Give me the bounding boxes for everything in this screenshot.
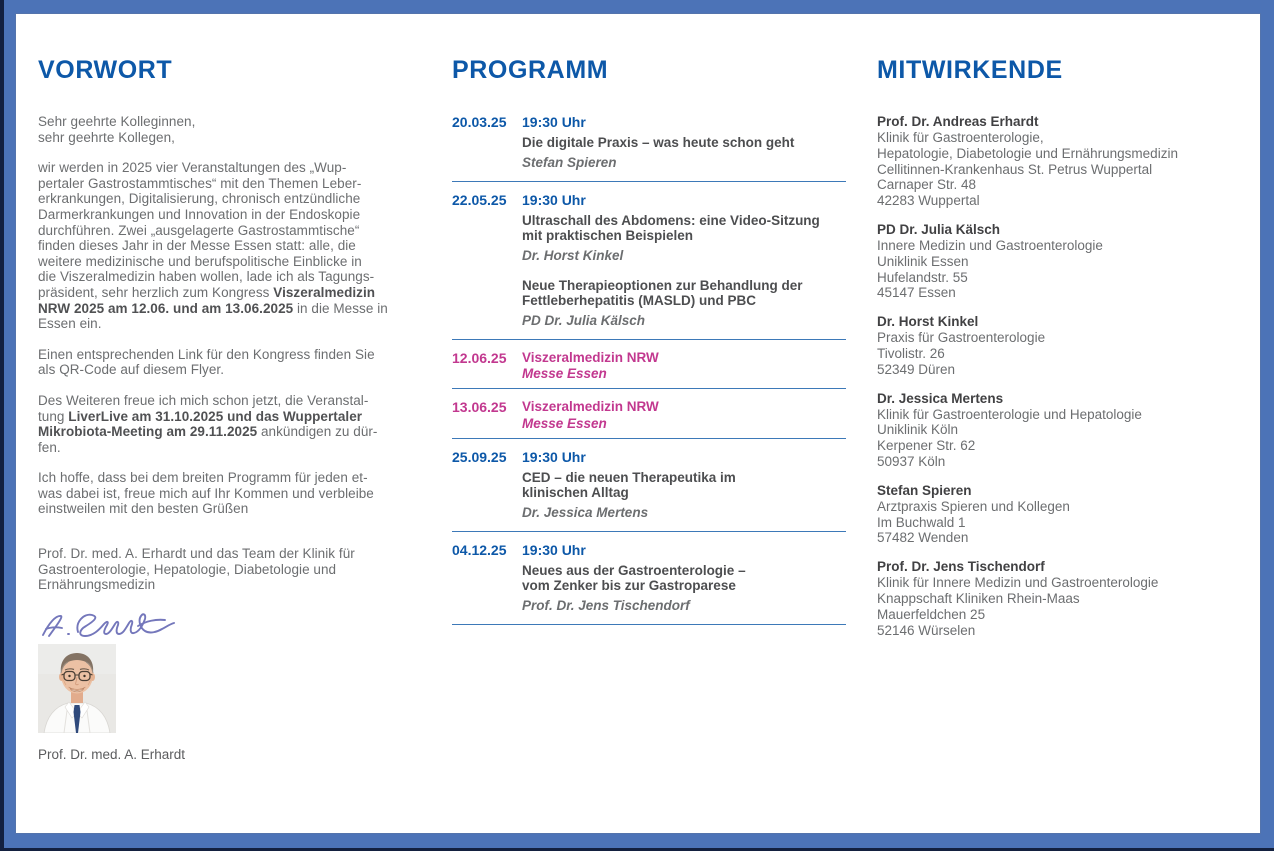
entry-divider bbox=[452, 531, 846, 532]
program-entries bbox=[452, 114, 846, 625]
program-talk-title: Ultraschall des Abdomens: eine Video-Sitzung mit praktischen Beispielen bbox=[522, 212, 820, 243]
program-time: 19:30 Uhr bbox=[522, 541, 586, 558]
person-address-line: Im Buchwald 1 bbox=[877, 514, 966, 530]
portrait-illustration bbox=[38, 644, 116, 733]
program-date: 25.09.25 bbox=[452, 448, 507, 465]
vorwort-paragraph: Des Weiteren freue ich mich schon jetzt, die Veranstal- tung LiverLive am 31.10.2025 und das Wuppertaler Mikrobiota-Meeting am 29.11.2025 ankündigen zu dür- fen. bbox=[38, 392, 378, 455]
person-address-line: Innere Medizin und Gastroenterologie bbox=[877, 237, 1103, 253]
program-time: 19:30 Uhr bbox=[522, 191, 586, 208]
flyer-sheet bbox=[16, 14, 1260, 833]
program-speaker: Prof. Dr. Jens Tischendorf bbox=[522, 597, 690, 613]
person-block bbox=[877, 314, 1249, 377]
vorwort-paragraph: Ich hoffe, dass bei dem breiten Programm für jeden et- was dabei ist, freue mich auf Ihr Kommen und verbleibe einstweilen mit den besten Grüßen bbox=[38, 470, 374, 517]
entry-divider bbox=[452, 339, 846, 340]
program-speaker: Messe Essen bbox=[522, 415, 607, 431]
person-name: PD Dr. Julia Kälsch bbox=[877, 221, 1001, 237]
program-speaker: Messe Essen bbox=[522, 366, 607, 381]
person-address-line: 52146 Würselen bbox=[877, 622, 976, 638]
person-address-line: Klinik für Innere Medizin und Gastroenterologie bbox=[877, 575, 1159, 591]
program-talks bbox=[522, 542, 846, 614]
program-talk-title: Viszeralmedizin NRW bbox=[522, 349, 659, 365]
program-entry bbox=[452, 449, 846, 531]
program-date: 13.06.25 bbox=[452, 399, 507, 415]
program-talk-title: Neue Therapieoptionen zur Behandlung der Fettleberhepatitis (MASLD) und PBC bbox=[522, 277, 803, 308]
person-address-line: Klinik für Gastroenterologie, bbox=[877, 130, 1044, 145]
page-edge-left bbox=[0, 0, 4, 851]
person-block bbox=[877, 483, 1249, 546]
program-date: 20.03.25 bbox=[452, 114, 507, 130]
program-talk-title: Neues aus der Gastroenterologie – vom Zenker bis zur Gastroparese bbox=[522, 562, 746, 593]
program-talks bbox=[522, 114, 846, 171]
photo-caption: Prof. Dr. med. A. Erhardt bbox=[38, 746, 186, 762]
person-address-line: Mauerfeldchen 25 bbox=[877, 606, 986, 622]
program-talk bbox=[522, 192, 846, 264]
person-address-line: Kerpener Str. 62 bbox=[877, 438, 976, 454]
person-block bbox=[877, 559, 1249, 638]
person-block bbox=[877, 222, 1249, 301]
program-talks bbox=[522, 399, 846, 432]
person-address-line: Praxis für Gastroenterologie bbox=[877, 330, 1046, 346]
entry-divider bbox=[452, 181, 846, 182]
program-talks bbox=[522, 449, 846, 521]
person-name: Prof. Dr. Jens Tischendorf bbox=[877, 559, 1045, 575]
program-entry bbox=[452, 114, 846, 181]
program-talk bbox=[522, 350, 846, 383]
program-entry bbox=[452, 399, 846, 438]
person-address-line: Cellitinnen-Krankenhaus St. Petrus Wuppertal bbox=[877, 161, 1153, 177]
program-speaker: Dr. Jessica Mertens bbox=[522, 504, 649, 520]
person-name: Dr. Horst Kinkel bbox=[877, 314, 979, 330]
entry-divider bbox=[452, 624, 846, 625]
person-name: Prof. Dr. Andreas Erhardt bbox=[877, 114, 1039, 129]
person-address-line: 42283 Wuppertal bbox=[877, 193, 980, 209]
person-address-line: 52349 Düren bbox=[877, 361, 956, 377]
program-speaker: Dr. Horst Kinkel bbox=[522, 247, 624, 263]
program-time: 19:30 Uhr bbox=[522, 448, 586, 465]
person-address-line: 45147 Essen bbox=[877, 285, 956, 301]
program-date: 12.06.25 bbox=[452, 349, 507, 366]
program-talk bbox=[522, 399, 846, 432]
vorwort-paragraph: wir werden in 2025 vier Veranstaltungen des „Wup- pertaler Gastrostammtisches“ mit den Themen Leber- erkrankungen, Digitalisierung, chronisch entzündliche Darmerkrankungen und Innovation in der Endoskopie durchführen. Zwei „ausgelagerte Gastrostammtische“ finden dieses Jahr in der Messe Essen statt: alle, die weitere medizinische und berufspolitische Einblicke in die Viszeralmedizin haben wollen, lade ich als Tagungs- präsident, sehr herzlich zum Kongress Viszeralmedizin NRW 2025 am 12.06. und am 13.06.2025 in die Messe in Essen ein. bbox=[38, 160, 388, 332]
person-address-line: Tivolistr. 26 bbox=[877, 345, 945, 361]
program-talk-title: Die digitale Praxis – was heute schon geht bbox=[522, 135, 795, 150]
program-talk-title: Viszeralmedizin NRW bbox=[522, 399, 659, 414]
program-date: 22.05.25 bbox=[452, 191, 507, 208]
person-address-line: Hufelandstr. 55 bbox=[877, 269, 968, 285]
vorwort-body bbox=[38, 114, 436, 593]
person-block bbox=[877, 114, 1249, 209]
program-talk bbox=[522, 278, 846, 329]
vorwort-paragraph: Sehr geehrte Kolleginnen, sehr geehrte Kollegen, bbox=[38, 114, 196, 145]
person-address-line: Uniklinik Köln bbox=[877, 422, 959, 438]
people-list bbox=[877, 114, 1249, 638]
person-name: Stefan Spieren bbox=[877, 482, 972, 498]
person-block bbox=[877, 391, 1249, 470]
mitwirkende-title: MITWIRKENDE bbox=[877, 56, 1063, 84]
program-talks bbox=[522, 350, 846, 383]
person-address-line: 57482 Wenden bbox=[877, 530, 969, 546]
program-time: 19:30 Uhr bbox=[522, 114, 586, 130]
person-address-line: Hepatologie, Diabetologie und Ernährungsmedizin bbox=[877, 145, 1178, 161]
person-address-line: Knappschaft Kliniken Rhein-Maas bbox=[877, 590, 1080, 606]
programm-column bbox=[452, 57, 846, 635]
entry-divider bbox=[452, 388, 846, 389]
person-address-line: 50937 Köln bbox=[877, 453, 946, 469]
vorwort-paragraph: Einen entsprechenden Link für den Kongress finden Sie als QR-Code auf diesem Flyer. bbox=[38, 346, 375, 378]
mitwirkende-column bbox=[877, 57, 1249, 651]
program-date: 04.12.25 bbox=[452, 541, 507, 558]
program-entry bbox=[452, 192, 846, 339]
person-address-line: Klinik für Gastroenterologie und Hepatologie bbox=[877, 406, 1142, 422]
vorwort-column bbox=[38, 57, 436, 762]
vorwort-paragraph: Prof. Dr. med. A. Erhardt und das Team der Klinik für Gastroenterologie, Hepatologie, Diabetologie und Ernährungsmedizin bbox=[38, 546, 355, 593]
program-speaker: Stefan Spieren bbox=[522, 154, 617, 170]
program-talk bbox=[522, 114, 846, 171]
entry-divider bbox=[452, 438, 846, 439]
signature-stroke bbox=[38, 608, 178, 642]
program-entry bbox=[452, 542, 846, 624]
program-talk-title: CED – die neuen Therapeutika im klinischen Alltag bbox=[522, 469, 736, 500]
program-speaker: PD Dr. Julia Kälsch bbox=[522, 312, 646, 328]
program-talk bbox=[522, 449, 846, 521]
person-address-line: Uniklinik Essen bbox=[877, 253, 969, 269]
program-entry bbox=[452, 350, 846, 389]
vorwort-title: VORWORT bbox=[38, 56, 173, 84]
portrait-photo bbox=[38, 644, 116, 733]
program-talks bbox=[522, 192, 846, 329]
programm-title: PROGRAMM bbox=[452, 56, 609, 84]
person-name: Dr. Jessica Mertens bbox=[877, 390, 1004, 406]
signature-image bbox=[38, 608, 436, 642]
person-address-line: Arztpraxis Spieren und Kollegen bbox=[877, 498, 1070, 514]
person-address-line: Carnaper Str. 48 bbox=[877, 177, 977, 193]
program-talk bbox=[522, 542, 846, 614]
